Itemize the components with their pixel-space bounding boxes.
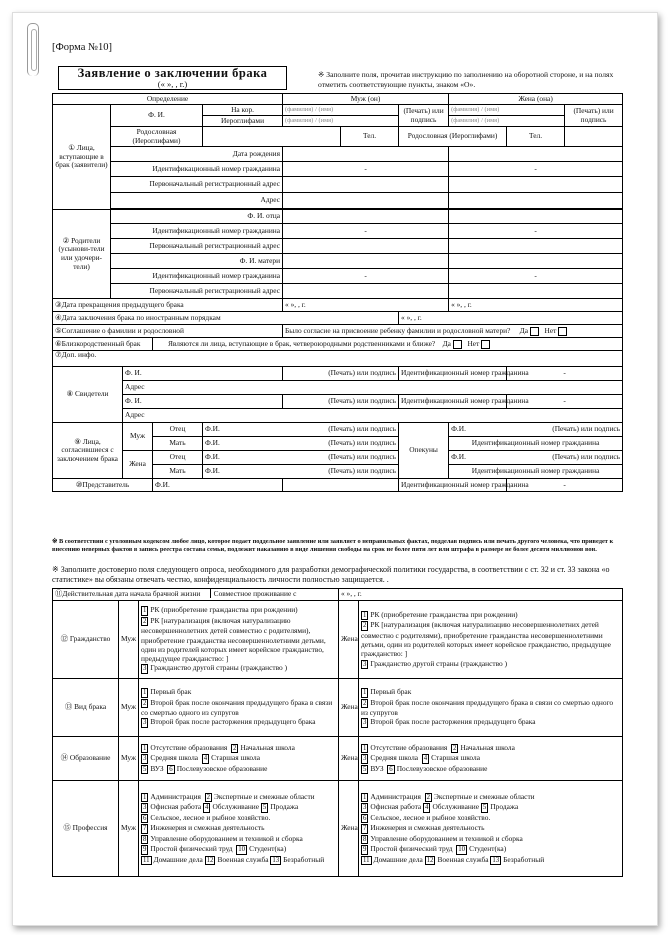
form-title: Заявление о заключении брака bbox=[77, 66, 268, 80]
witness2-sign[interactable]: (Печать) или подпись bbox=[283, 395, 399, 409]
mother-label: Ф. И. матери bbox=[111, 254, 283, 269]
wife-name-hier-field[interactable]: (фамилия) / (имя) bbox=[449, 116, 565, 127]
guardian1-fio[interactable]: Ф.И. (Печать) или подпись bbox=[449, 423, 623, 437]
father-reg-label: Первоначальный регистрационный адрес bbox=[111, 239, 283, 254]
q14-wife-options[interactable]: 1 Отсутствие образования 2 Начальная школа 3 Средняя школа 4 Старшая школа 5 ВУЗ 6 Послевузовское образование bbox=[359, 737, 623, 781]
consent-wife-mother: Мать bbox=[153, 465, 203, 479]
q15-wife-label: Жена bbox=[339, 781, 359, 877]
address-label: Адрес bbox=[111, 193, 283, 209]
husband-mother-field[interactable] bbox=[283, 254, 449, 269]
origin-label: Родословная (Иероглифами) bbox=[111, 127, 203, 147]
consanguine-label: ⑥Близкородственный брак bbox=[53, 338, 153, 351]
witness2-address[interactable]: Адрес bbox=[123, 409, 623, 423]
guardian2-fio[interactable]: Ф.И. (Печать) или подпись bbox=[449, 451, 623, 465]
col-husband: Муж (он) bbox=[283, 94, 449, 105]
wife-tel-field[interactable]: Тел. bbox=[507, 127, 565, 147]
husband-father-id[interactable]: - bbox=[283, 224, 449, 239]
agreement-no-checkbox[interactable] bbox=[558, 327, 567, 336]
husband-id-field[interactable]: - bbox=[283, 162, 449, 177]
wife-origin-label: Родословная (Иероглифами) bbox=[399, 127, 507, 147]
husband-name-hier-field[interactable]: (фамилия) / (имя) bbox=[283, 116, 399, 127]
form-title-box bbox=[58, 66, 287, 90]
q13-husband-options[interactable]: 1 Первый брак 2 Второй брак после окончания предыдущего брака в связи со смертью одного из супругов 3 Второй брак после расторжения предыдущего брака bbox=[139, 679, 339, 737]
witness2-id-label: Идентификационный номер гражданина bbox=[399, 395, 507, 409]
hier-label: Иероглифами bbox=[203, 116, 283, 127]
reg-label: Первоначальный регистрационный адрес bbox=[111, 177, 283, 193]
marriage-start-field[interactable]: « », , г. bbox=[339, 589, 623, 601]
form-date-line: (« », , г.) bbox=[157, 79, 188, 89]
applicants-table bbox=[52, 93, 623, 492]
foreign-marriage-field[interactable]: « », , г. bbox=[399, 312, 623, 325]
q15-husband-options[interactable]: 1 Администрация 2 Экспертные и смежные области 3 Офисная работа 4 Обслуживание 5 Продажа 6 Сельское, лесное и рыбное хозяйство. 7 Инженерия и смежная деятельность 8 Управление оборудованием и техникой и сборка 9 Простой физический труд 10 Студент(ка) 11 Домашние дела 12 Военная служба 13 Безработный bbox=[139, 781, 339, 877]
q12-wife-label: Жена bbox=[339, 601, 359, 679]
wife-address-field[interactable] bbox=[449, 193, 623, 209]
wife-name-kor-field[interactable]: (фамилия) / (имя) bbox=[449, 105, 565, 116]
q14-label: ⑭ Образование bbox=[53, 737, 119, 781]
representative-fio[interactable]: Ф.И. bbox=[153, 479, 283, 492]
col-definition: Определение bbox=[53, 94, 283, 105]
consent-husband-label: Муж bbox=[123, 423, 153, 451]
wife-father-reg[interactable] bbox=[449, 239, 623, 254]
wife-mother-id[interactable]: - bbox=[449, 269, 623, 284]
parents-label: ② Родители (усынови-тели или удочери-тели) bbox=[53, 210, 111, 299]
q13-wife-options[interactable]: 1 Первый брак 2 Второй брак после окончания предыдущего брака в связи со смертью одного из супругов 3 Второй брак после расторжения предыдущего брака bbox=[359, 679, 623, 737]
instruction-note: ※ Заполните поля, прочитав инструкцию по заполнению на оборотной стороне, и на полях отметить соответствующие пункты, знаком «О». bbox=[318, 70, 614, 89]
husband-tel-field[interactable]: Тел. bbox=[341, 127, 399, 147]
witness1-address[interactable]: Адрес bbox=[123, 381, 623, 395]
id-label: Идентификационный номер гражданина bbox=[111, 162, 283, 177]
consent-hm-fio[interactable]: Ф.И. (Печать) или подпись bbox=[203, 437, 399, 451]
q15-label: ⑮ Профессия bbox=[53, 781, 119, 877]
husband-address-field[interactable] bbox=[283, 193, 449, 209]
witness2-id-field[interactable]: - bbox=[507, 395, 623, 409]
form-number: [Форма №10] bbox=[52, 42, 113, 53]
wife-father-field[interactable] bbox=[449, 210, 623, 224]
q15-husband-label: Муж bbox=[119, 781, 139, 877]
birth-label: Дата рождения bbox=[111, 147, 283, 162]
witness1-fio-label[interactable]: Ф. И. bbox=[123, 367, 283, 381]
col-wife: Жена (она) bbox=[449, 94, 623, 105]
kor-label: На кор. bbox=[203, 105, 283, 116]
wife-prev-end-field[interactable]: « », , г. bbox=[449, 299, 623, 312]
mother-reg-label: Первоначальный регистрационный адрес bbox=[111, 284, 283, 299]
q14-husband-options[interactable]: 1 Отсутствие образования 2 Начальная школа 3 Средняя школа 4 Старшая школа 5 ВУЗ 6 Послевузовское образование bbox=[139, 737, 339, 781]
foreign-marriage-label: ④Дата заключения брака по иностранным порядкам bbox=[53, 312, 399, 325]
paper-clip-inner bbox=[31, 29, 37, 71]
extra-info-field[interactable]: ⑦Доп. инфо. bbox=[53, 351, 623, 367]
husband-father-field[interactable] bbox=[283, 210, 449, 224]
wife-birth-field[interactable] bbox=[449, 147, 623, 162]
surname-agreement-label: ⑤Соглашение о фамилии и родословной bbox=[53, 325, 283, 338]
wife-mother-field[interactable] bbox=[449, 254, 623, 269]
mother-id-label: Идентификационный номер гражданина bbox=[111, 269, 283, 284]
husband-mother-id[interactable]: - bbox=[283, 269, 449, 284]
q14-wife-label: Жена bbox=[339, 737, 359, 781]
q15-wife-options[interactable]: 1 Администрация 2 Экспертные и смежные области 3 Офисная работа 4 Обслуживание 5 Продажа 6 Сельское, лесное и рыбное хозяйство. 7 Инженерия и смежная деятельность 8 Управление оборудованием и техникой и сборка 9 Простой физический труд 10 Студент(ка) 11 Домашние дела 12 Военная служба 13 Безработный bbox=[359, 781, 623, 877]
consent-hf-fio[interactable]: Ф.И. (Печать) или подпись bbox=[203, 423, 399, 437]
applicants-label: ① Лица, вступающие в брак (заявители) bbox=[53, 105, 111, 210]
witness1-id-label: Идентификационный номер гражданина bbox=[399, 367, 507, 381]
consanguine-no-checkbox[interactable] bbox=[481, 340, 490, 349]
applicants-fio: Ф. И. bbox=[111, 105, 203, 127]
guardian1-id[interactable]: Идентификационный номер гражданина bbox=[449, 437, 623, 451]
wife-father-id[interactable]: - bbox=[449, 224, 623, 239]
q13-label: ⑬ Вид брака bbox=[53, 679, 119, 737]
survey-table bbox=[52, 588, 623, 877]
husband-mother-reg[interactable] bbox=[283, 284, 449, 299]
q14-husband-label: Муж bbox=[119, 737, 139, 781]
wife-mother-reg[interactable] bbox=[449, 284, 623, 299]
husband-origin-field[interactable] bbox=[203, 127, 341, 147]
agreement-yes-checkbox[interactable] bbox=[530, 327, 539, 336]
consanguine-question: Являются ли лица, вступающие в брак, четвероюродными родственниками и ближе? Да Нет bbox=[153, 338, 623, 351]
q13-husband-label: Муж bbox=[119, 679, 139, 737]
consanguine-yes-checkbox[interactable] bbox=[453, 340, 462, 349]
marriage-start-row: ⑪Действительная дата начала брачной жизни Совместное проживание с bbox=[53, 589, 339, 601]
father-id-label: Идентификационный номер гражданина bbox=[111, 224, 283, 239]
husband-name-kor-field[interactable]: (фамилия) / (имя) bbox=[283, 105, 399, 116]
consent-wf-fio[interactable]: Ф.И. (Печать) или подпись bbox=[203, 451, 399, 465]
prev-marriage-end-label: ③Дата прекращения предыдущего брака bbox=[53, 299, 283, 312]
representative-label: ⑩Представитель bbox=[53, 479, 153, 492]
q12-husband-label: Муж bbox=[119, 601, 139, 679]
husband-birth-field[interactable] bbox=[283, 147, 449, 162]
q12-husband-options[interactable]: 1 РК (приобретение гражданства при рождении) 2 РК [натурализация (включая натурализацию несовершеннолетних детей совместно с родителями), приобретение гражданства несовершеннолетними детьми, один из родителей которых имеет корейское гражданство, предыдущее гражданство: ] 3 Гражданство другой страны (гражданство ) bbox=[139, 601, 339, 679]
consent-husband-father: Отец bbox=[153, 423, 203, 437]
husband-reg-field[interactable] bbox=[283, 177, 449, 193]
consent-wife-label: Жена bbox=[123, 451, 153, 479]
witness1-id-field[interactable]: - bbox=[507, 367, 623, 381]
wife-reg-field[interactable] bbox=[449, 177, 623, 193]
representative-id-label: Идентификационный номер гражданина bbox=[399, 479, 507, 492]
legal-footnote: ※ В соответствии с уголовным кодексом любое лицо, которое подает поддельное заявление или заявляет о неправильных фактах, подделав подпись или печать другого человека, что приведет к внесению неверных фактов в запись реестра состава семьи, подлежит наказанию в виде лишения свободы на срок не более пяти лет или штрафа в размере не более десяти миллионов вон. bbox=[52, 538, 614, 553]
consent-husband-mother: Мать bbox=[153, 437, 203, 451]
guardian2-id[interactable]: Идентификационный номер гражданина bbox=[449, 465, 623, 479]
husband-prev-end-field[interactable]: « », , г. bbox=[283, 299, 449, 312]
husband-father-reg[interactable] bbox=[283, 239, 449, 254]
q12-label: ⑫ Гражданство bbox=[53, 601, 119, 679]
consent-wife-father: Отец bbox=[153, 451, 203, 465]
wife-id-field[interactable]: - bbox=[449, 162, 623, 177]
representative-sign-field[interactable] bbox=[283, 479, 399, 492]
q12-wife-options[interactable]: 1 РК (приобретение гражданства при рождении) 2 РК [натурализация (включая натурализацию несовершеннолетних детей совместно с родителями), приобретение гражданства несовершеннолетними детьми, один из родителей которых имеет корейское гражданство, предыдущее гражданство: ] 3 Гражданство другой страны (гражданство ) bbox=[359, 601, 623, 679]
representative-id-field[interactable]: - bbox=[507, 479, 623, 492]
witnesses-label: ⑧ Свидетели bbox=[53, 367, 123, 423]
consent-wm-fio[interactable]: Ф.И. (Печать) или подпись bbox=[203, 465, 399, 479]
guardians-label: Опекуны bbox=[399, 423, 449, 479]
wife-sign-field[interactable]: (Печать) или подпись bbox=[565, 105, 623, 127]
q13-wife-label: Жена bbox=[339, 679, 359, 737]
witness1-sign[interactable]: (Печать) или подпись bbox=[283, 367, 399, 381]
survey-note: ※ Заполните достоверно поля следующего опроса, необходимого для разработки демографической политики государства, в соответствии с ст. 32 и ст. 33 закона «о статистике» вы обязаны отвечать честно, конфиденциальность личности полностью защищается. . bbox=[52, 565, 610, 584]
surname-agreement-question: Было согласие на присвоение ребенку фамилии и родословной матери? Да Нет bbox=[283, 325, 623, 338]
witness2-fio-label[interactable]: Ф. И. bbox=[123, 395, 283, 409]
father-label: Ф. И. отца bbox=[111, 210, 283, 224]
consent-label: ⑨ Лица, согласившиеся с заключением брака bbox=[53, 423, 123, 479]
husband-sign-field[interactable]: (Печать) или подпись bbox=[399, 105, 449, 127]
